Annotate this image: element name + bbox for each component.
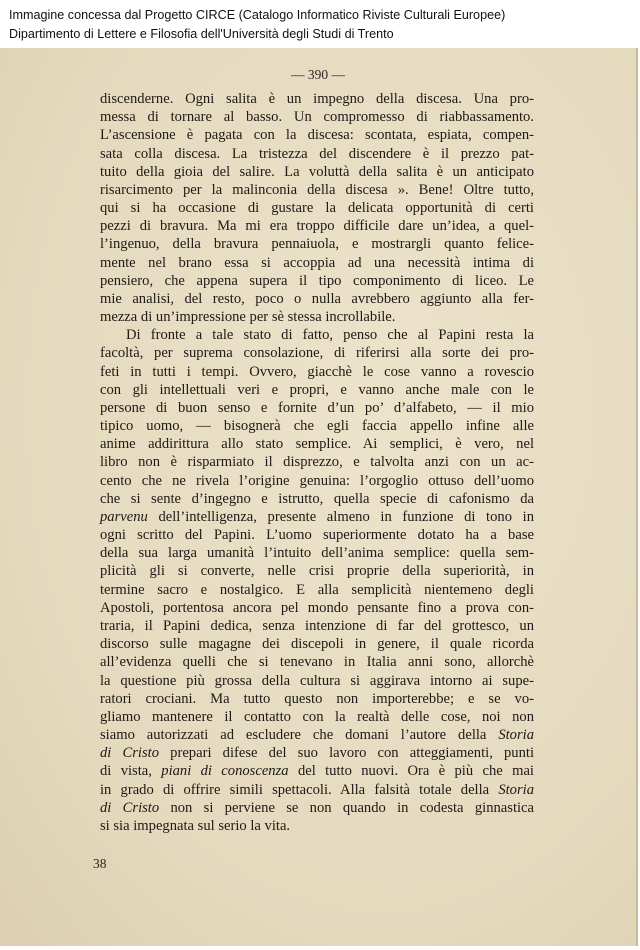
text-line: mezza di un’impressione per sè stessa incrollabile. [100,309,396,326]
text-line: gliamo mantenere il contatto con la realtà delle cose, noi non [100,708,534,725]
text-line: all’evidenza quelli che si tenevano in Italia anni sono, allorchè [100,654,534,671]
text-line: pezzi di bravura. Ma mi era troppo difficile dare un’idea, a quel- [100,218,534,235]
text-line: che si sente d’ingegno e istrutto, quella specie di cafonismo da [100,490,534,507]
text-line: discorso sulle magagne dei discepoli in genere, il quale ricorda [100,636,534,653]
text-line: plicità gli si converte, nelle crisi proprie della superiorità, in [100,563,534,580]
text-line: facoltà, per suprema consolazione, di riferirsi alla sorte dei pro- [100,345,534,362]
banner-line-2: Dipartimento di Lettere e Filosofia dell'Università degli Studi di Trento [9,27,394,41]
text-line: feti in tutti i tempi. Ovvero, giacchè le cose vanno a rovescio [100,363,534,380]
text-line: mie analisi, del resto, poco o nulla avrebbero aggiunto alla fer- [100,290,534,307]
text-line: ratori crociani. Ma tutto questo non importerebbe; e se vo- [100,690,534,707]
text-line: in grado di offrire simili spettacoli. Alla falsità totale della Storia [100,781,534,798]
text-line: risarcimento per la malinconia della discesa ». Bene! Oltre tutto, [100,181,534,198]
text-line: di Cristo non si perviene se non quando in codesta ginnastica [100,799,535,816]
banner-line-1: Immagine concessa dal Progetto CIRCE (Catalogo Informatico Riviste Culturali Europee) [9,8,506,22]
text-line: Apostoli, portentosa ancora pel mondo pensante fino a prova con- [100,599,534,616]
text-line: libro non è risparmiato il disprezzo, e talvolta anzi con un ac- [100,454,534,471]
text-line: siamo autorizzati ad escludere che domani l’autore della Storia [100,727,534,744]
text-line: termine sacro e nostalgico. E alla semplicità nientemeno degli [100,581,534,598]
text-line: ogni scritto del Papini. L’uomo superiormente dotato ha a base [100,527,534,544]
text-line: tuito della gioia del salire. La voluttà della salita è un anticipato [100,163,534,180]
text-line: della sua larga umanità l’intuito dell’anima semplice: quella sem- [100,545,534,562]
scanned-page [0,48,638,946]
text-line: pensiero, che appena supera il tipo componimento di liceo. Le [100,272,534,289]
text-line: di vista, piani di conoscenza del tutto nuovi. Ora è più che mai [100,763,534,780]
text-line: tipico uomo, — bisognerà che egli faccia appello infine alle [100,418,534,435]
folio-number: 38 [93,856,107,871]
text-line: qui si ha occasione di gustare la delicata opportunità di certi [100,200,534,217]
text-line: con gli intellettuali veri e propri, e vanno anche male con le [100,381,534,398]
text-line: parvenu dell’intelligenza, presente almeno in funzione di tono in [100,508,534,525]
text-line: persone di buon senso e fornite d’un po’ d’alfabeto, — il mio [100,399,534,416]
text-line: messa di tornare al basso. Un compromesso di riabbassamento. [100,109,534,126]
source-banner [0,0,640,48]
text-line: anime addirittura allo stato semplice. Ai semplici, è vero, nel [100,436,534,453]
text-line: Di fronte a tale stato di fatto, penso che al Papini resta la [126,327,534,344]
text-line: mente nel brano essa si accoppia ad una necessità intima di [100,254,534,271]
text-line: L’ascensione è pagata con la discesa: scontata, espiata, compen- [100,127,534,144]
text-line: si sia impegnata sul serio la vita. [100,817,291,834]
text-line: sata colla discesa. La tristezza del discendere è il prezzo pat- [100,145,534,162]
text-line: l’ingenuo, della bravura pennaiuola, e mostrargli quanto felice- [100,236,534,253]
text-line: di Cristo prepari difese del suo lavoro con atteggiamenti, punti [100,745,534,762]
text-line: discenderne. Ogni salita è un impegno della discesa. Una pro- [100,91,534,107]
body-text [100,90,534,835]
text-line: la questione più grossa della cultura si aggirava intorno ai supe- [100,672,534,689]
text-line: cento che ne rivela l’origine genuina: l’orgoglio ottuso dell’uomo [100,472,534,489]
text-line: traria, il Papini dedica, senza intenzione di far del grottesco, un [100,617,534,634]
page-header-number: — 390 — [291,67,345,82]
